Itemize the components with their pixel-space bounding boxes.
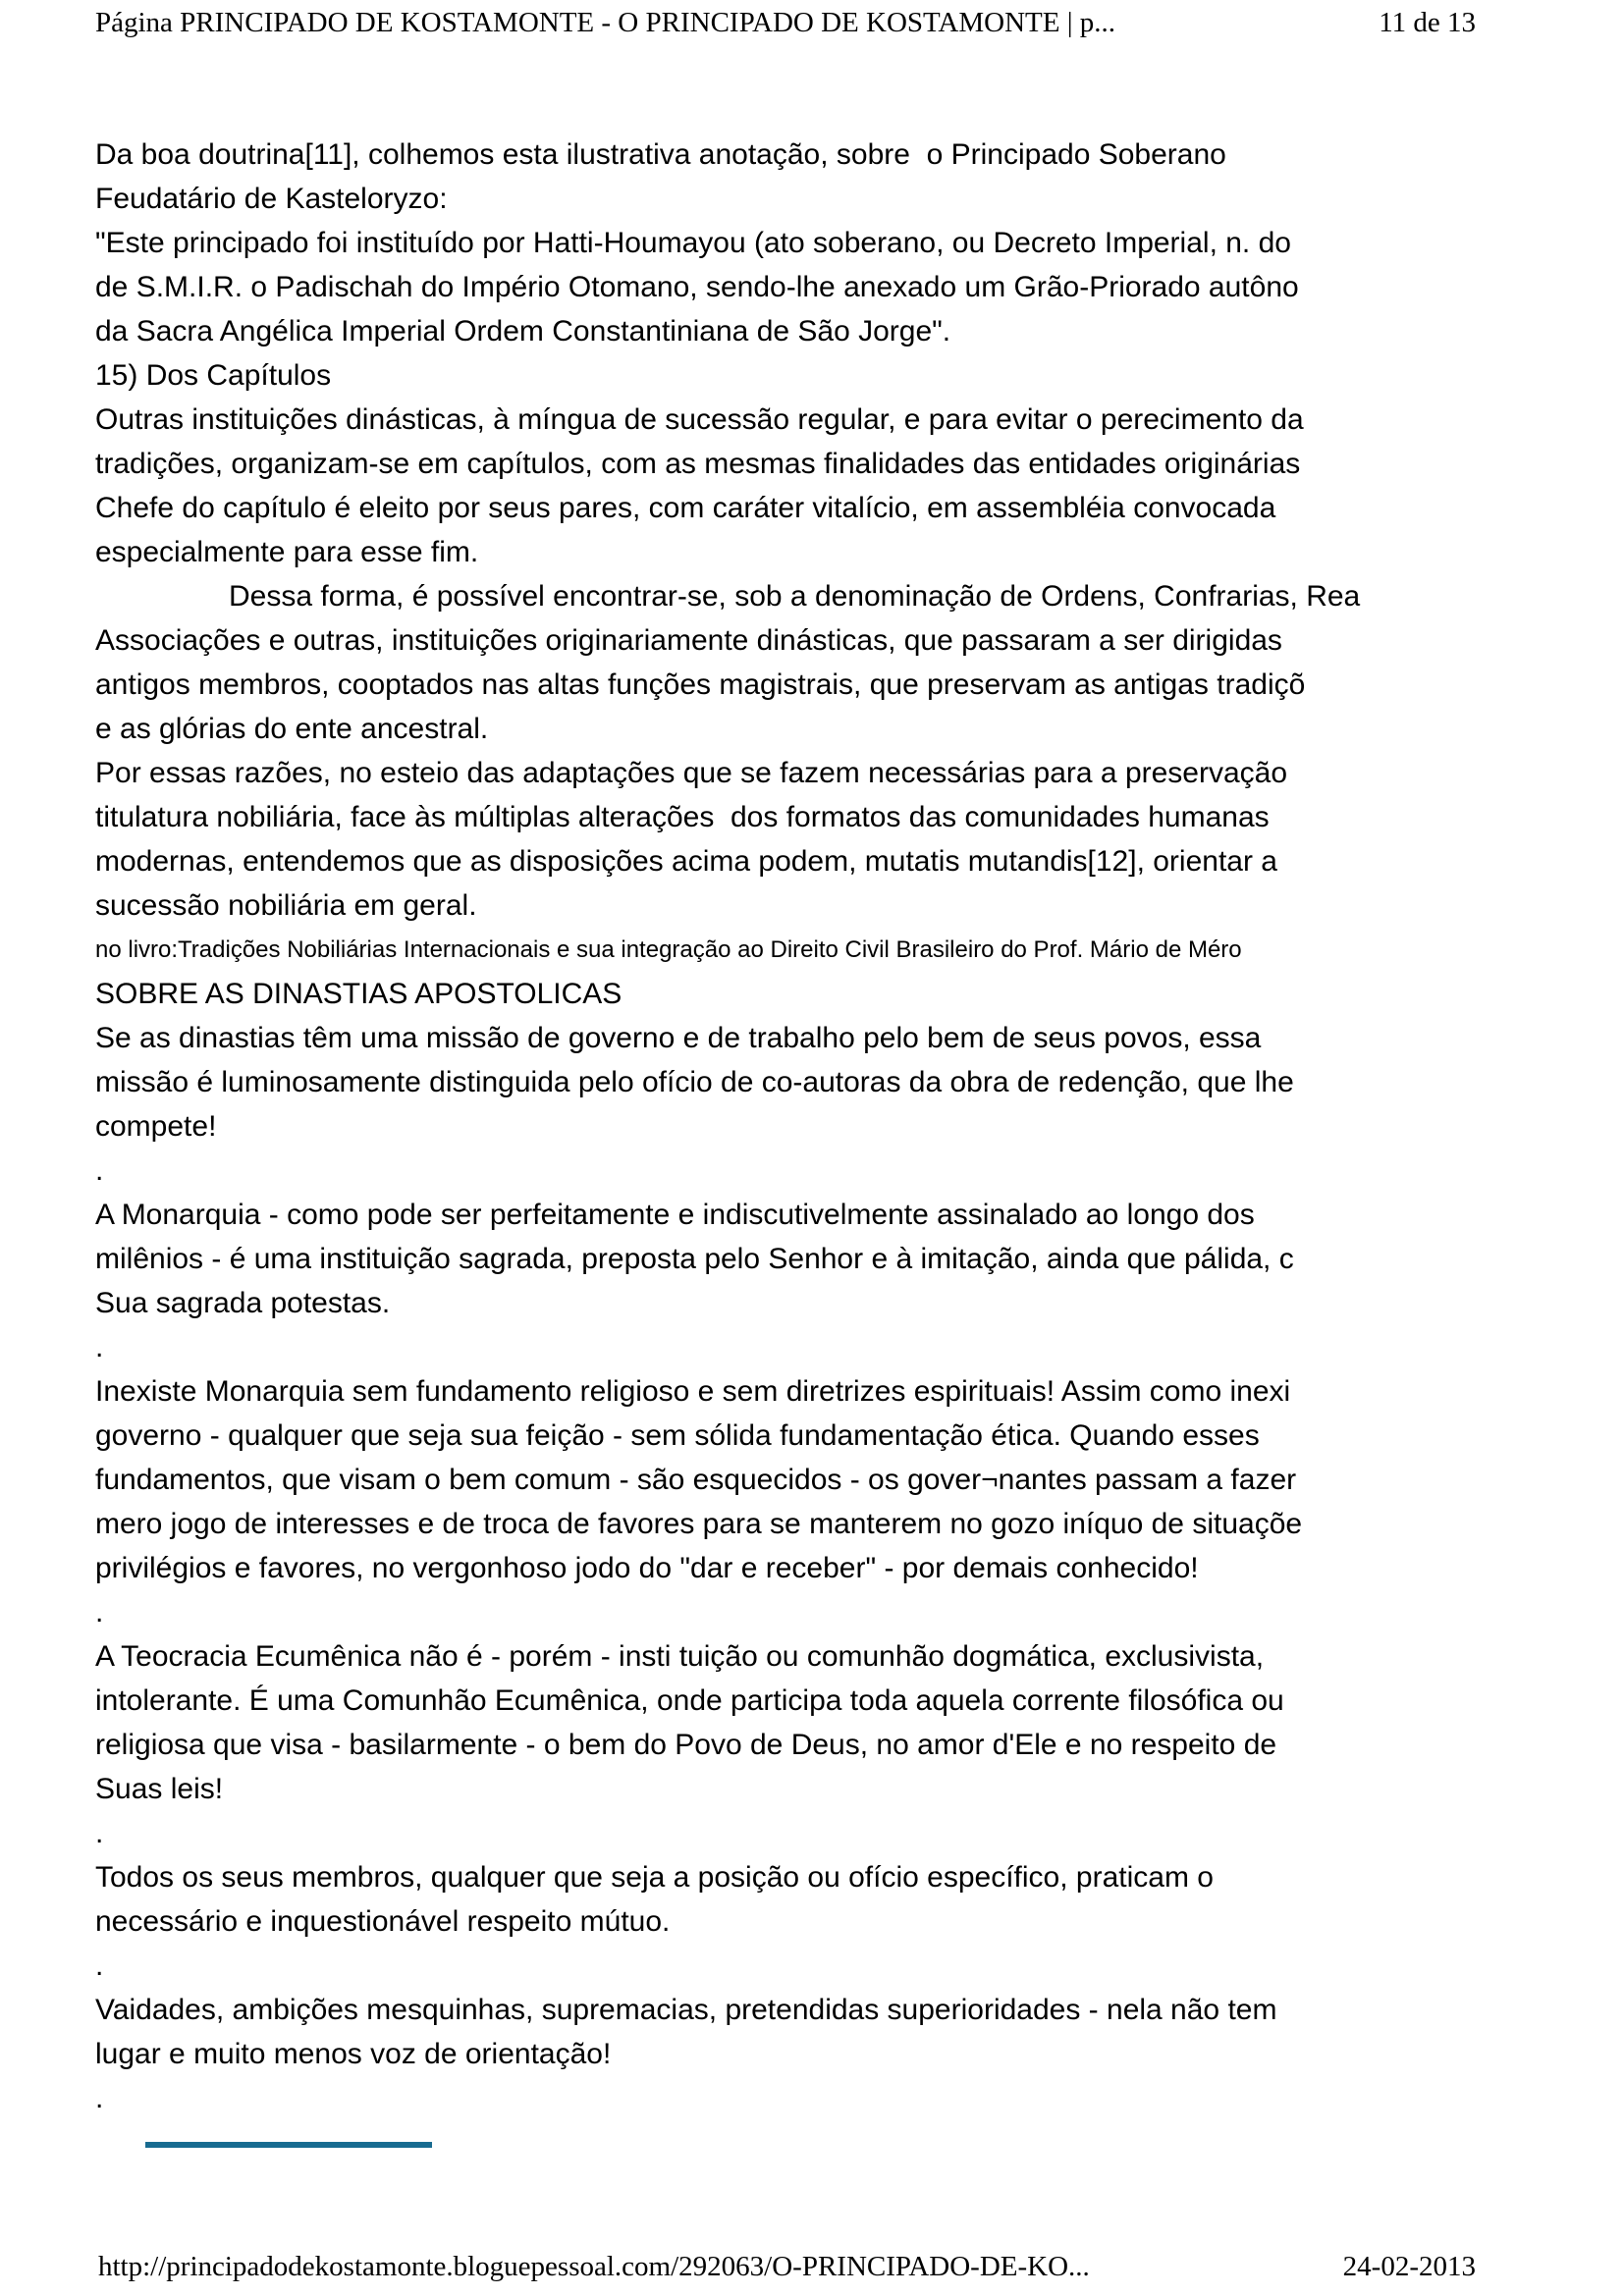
text-line: 15) Dos Capítulos [95,359,332,392]
text-line: mero jogo de interesses e de troca de favores para se manterem no gozo iníquo de situaçõe [95,1508,1303,1540]
text-line: modernas, entendemos que as disposições acima podem, mutatis mutandis[12], orientar a [95,845,1277,878]
text-line: Suas leis! [95,1773,224,1805]
text-line: . [95,1331,104,1363]
print-header-title: Página PRINCIPADO DE KOSTAMONTE - O PRINCIPADO DE KOSTAMONTE | p... [95,7,1116,38]
text-line: Se as dinastias têm uma missão de governo e de trabalho pelo bem de seus povos, essa [95,1022,1262,1054]
text-line: de S.M.I.R. o Padischah do Império Otomano, sendo-lhe anexado um Grão-Priorado autôno [95,271,1299,303]
text-line: intolerante. É uma Comunhão Ecumênica, onde participa toda aquela corrente filosófica ou [95,1684,1284,1717]
text-line: necessário e inquestionável respeito mútuo. [95,1905,671,1938]
page-number: 11 de 13 [1379,7,1476,38]
footer-url: http://principadodekostamonte.bloguepessoal.com/292063/O-PRINCIPADO-DE-KO... [98,2251,1090,2282]
text-line: Sua sagrada potestas. [95,1287,391,1319]
text-line: sucessão nobiliária em geral. [95,889,477,922]
text-line: Inexiste Monarquia sem fundamento religioso e sem diretrizes espirituais! Assim como inexi [95,1375,1291,1408]
text-line: tradições, organizam-se em capítulos, com as mesmas finalidades das entidades originárias [95,448,1301,480]
text-line: "Este principado foi instituído por Hatti-Houmayou (ato soberano, ou Decreto Imperial, n. do [95,227,1291,259]
print-footer [98,2250,1476,2283]
text-line: Feudatário de Kasteloryzo: [95,183,448,215]
text-line: Associações e outras, instituições originariamente dinásticas, que passaram a ser dirigidas [95,624,1282,657]
text-line: Da boa doutrina[11], colhemos esta ilustrativa anotação, sobre o Principado Soberano [95,138,1226,171]
text-line: no livro:Tradições Nobiliárias Internacionais e sua integração ao Direito Civil Brasileiro do Prof. Mário de Méro [95,936,1242,963]
text-line: lugar e muito menos voz de orientação! [95,2038,612,2070]
text-line: titulatura nobiliária, face às múltiplas alterações dos formatos das comunidades humanas [95,801,1270,833]
text-line: Outras instituições dinásticas, à míngua de sucessão regular, e para evitar o perecimento da [95,403,1304,436]
footer-date: 24-02-2013 [1342,2251,1476,2282]
text-line: . [95,1596,104,1629]
text-line: privilégios e favores, no vergonhoso jodo do "dar e receber" - por demais conhecido! [95,1552,1199,1584]
text-line: e as glórias do ente ancestral. [95,713,489,745]
text-line: especialmente para esse fim. [95,536,479,568]
print-header [95,6,1476,39]
document-body [95,133,1476,2148]
text-line: missão é luminosamente distinguida pelo ofício de co-autoras da obra de redenção, que lhe [95,1066,1294,1098]
text-line: milênios - é uma instituição sagrada, preposta pelo Senhor e à imitação, ainda que pálida, c [95,1243,1294,1275]
text-line: . [95,1949,104,1982]
text-line: A Teocracia Ecumênica não é - porém - insti tuição ou comunhão dogmática, exclusivista, [95,1640,1265,1673]
text-line: fundamentos, que visam o bem comum - são esquecidos - os gover¬nantes passam a fazer [95,1464,1297,1496]
text-line: SOBRE AS DINASTIAS APOSTOLICAS [95,978,623,1010]
text-line: Chefe do capítulo é eleito por seus pares, com caráter vitalício, em assembléia convocada [95,492,1276,524]
text-line: Vaidades, ambições mesquinhas, supremacias, pretendidas superioridades - nela não tem [95,1994,1277,2026]
text-line: . [95,2082,104,2114]
text-line: Por essas razões, no esteio das adaptações que se fazem necessárias para a preservação [95,757,1288,789]
text-line: religiosa que visa - basilarmente - o bem do Povo de Deus, no amor d'Ele e no respeito de [95,1729,1277,1761]
text-line: antigos membros, cooptados nas altas funções magistrais, que preservam as antigas tradiçõ [95,668,1306,701]
text-line: . [95,1817,104,1849]
text-line: Dessa forma, é possível encontrar-se, sob a denominação de Ordens, Confrarias, Rea [229,580,1361,613]
text-line: . [95,1154,104,1187]
text-line: governo - qualquer que seja sua feição - sem sólida fundamentação ética. Quando esses [95,1419,1260,1452]
text-line: compete! [95,1110,217,1143]
text-line: Todos os seus membros, qualquer que seja a posição ou ofício específico, praticam o [95,1861,1214,1894]
divider-line [145,2142,432,2148]
text-line: A Monarquia - como pode ser perfeitamente e indiscutivelmente assinalado ao longo dos [95,1199,1255,1231]
text-line: da Sacra Angélica Imperial Ordem Constantiniana de São Jorge". [95,315,951,347]
